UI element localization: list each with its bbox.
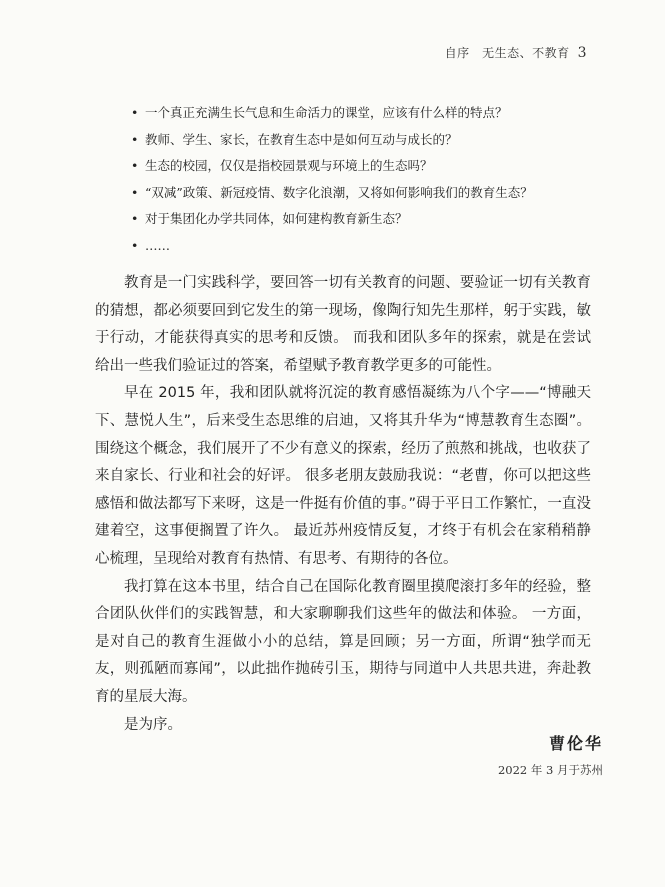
bullet-icon: • [131, 158, 139, 173]
bullet-icon: • [131, 131, 139, 147]
author-signature: 曹伦华 [548, 734, 603, 753]
list-item: • “双减”政策、新冠疫情、数字化浪潮，又将如何影响我们的教育生态？ [131, 180, 591, 207]
paragraph: 早在 2015 年，我和团队就将沉淀的教育感悟凝练为八个字——“博融天下、慧悦人生”，后来受生态思维的启迪，又将其升华为“博慧教育生态圈”。 围绕这个概念，我们展开了不少有意义的探索，经历了煎熬和挑战，也收获了来自家长、行业和社会的好评。 很多老朋友鼓励我说：“老曹，你可以把这些感悟和做法都写下来呀，这是一件挺有价值的事。”碍于平日工作繁忙，一直没建着空，这事便搁置了许久。 最近苏州疫情反复，才终于有机会在家稍稍静心梳理，呈现给对教育有热情、有思考、有期待的各位。 [95, 385, 591, 567]
header-section-title: 自序 无生态、不教育 [444, 46, 570, 60]
list-item: • 一个真正充满生长气息和生命活力的课堂，应该有什么样的特点？ [131, 100, 591, 127]
paragraph: 我打算在这本书里，结合自己在国际化教育圈里摸爬滚打多年的经验，整合团队伙伴们的实践智慧，和大家聊聊我们这些年的做法和体验。 一方面，是对自己的教育生涯做小小的总结，算是回顾；另一方面，所谓“独学而无友，则孤陋而寡闻”，以此拙作抛砖引玉，期待与同道中人共思共进，奔赴教育的星辰大海。 [95, 578, 591, 705]
bullet-icon: • [131, 237, 139, 253]
running-header [445, 44, 587, 61]
list-item: • 生态的校园，仅仅是指校园景观与环境上的生态吗？ [131, 153, 591, 180]
list-item: • …… [131, 233, 591, 260]
question-list [131, 100, 591, 259]
paragraph: 教育是一门实践科学，要回答一切有关教育的问题、要验证一切有关教育的猜想，都必须要回到它发生的第一现场，像陶行知先生那样，躬于实践，敏于行动，才能获得真实的思考和反馈。 而我和团队多年的探索，就是在尝试给出一些我们验证过的答案，希望赋予教育教学更多的可能性。 [95, 275, 591, 374]
bullet-icon: • [131, 211, 139, 226]
bullet-icon: • [131, 184, 139, 200]
signature-date: 2022 年 3 月于苏州 [497, 763, 603, 777]
list-item: • 教师、学生、家长，在教育生态中是如何互动与成长的？ [131, 127, 591, 154]
paragraph: 是为序。 [124, 716, 182, 733]
page-number: 3 [577, 45, 587, 61]
preface-body [95, 270, 591, 739]
bullet-icon: • [131, 105, 139, 120]
list-item: • 对于集团化办学共同体，如何建构教育新生态？ [131, 206, 591, 233]
